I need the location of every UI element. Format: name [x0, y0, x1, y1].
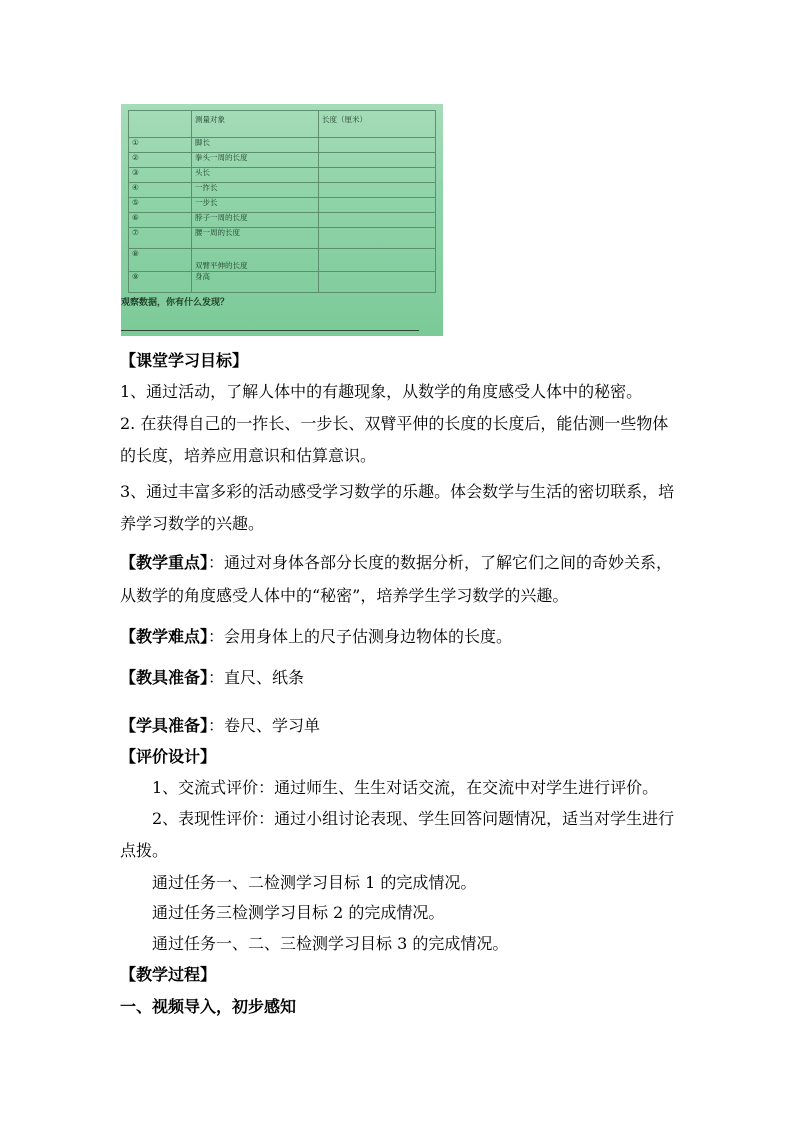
student-preparation-label: 【学具准备】 — [120, 716, 209, 735]
goal-1: 1、通过活动，了解人体中的有趣现象，从数学的角度感受人体中的秘密。 — [120, 382, 643, 401]
teacher-preparation-label: 【教具准备】 — [120, 668, 209, 687]
evaluation-1: 1、交流式评价：通过师生、生生对话交流，在交流中对学生进行评价。 — [152, 778, 659, 797]
student-preparation — [120, 716, 320, 736]
teacher-preparation — [120, 668, 304, 688]
row-number: ② — [129, 153, 192, 168]
evaluation-heading: 【评价设计】 — [120, 747, 217, 766]
row-item: 一步长 — [192, 198, 319, 213]
table-row — [129, 198, 436, 213]
answer-line — [121, 330, 419, 331]
row-length-cell — [319, 168, 436, 183]
goal-2-line-2: 的长度，培养应用意识和估算意识。 — [120, 446, 377, 465]
evaluation-check-2: 通过任务三检测学习目标 2 的完成情况。 — [152, 903, 445, 922]
row-number: ⑨ — [129, 272, 192, 293]
teaching-focus-line-2: 从数学的角度感受人体中的“秘密”，培养学生学习数学的兴趣。 — [120, 586, 569, 605]
evaluation-check-1: 通过任务一、二检测学习目标 1 的完成情况。 — [152, 873, 477, 892]
teacher-preparation-text: ：直尺、纸条 — [208, 668, 305, 687]
student-preparation-text: ：卷尺、学习单 — [208, 716, 321, 735]
row-item: 一拃长 — [192, 183, 319, 198]
table-row — [129, 228, 436, 249]
row-length-cell — [319, 183, 436, 198]
table-row — [129, 213, 436, 228]
row-number: ③ — [129, 168, 192, 183]
worksheet-prompt: 观察数据，你有什么发现？ — [121, 298, 230, 308]
table-row — [129, 153, 436, 168]
goal-3-line-2: 养学习数学的兴趣。 — [120, 514, 265, 533]
measurement-worksheet-image — [121, 104, 443, 336]
row-item: 脖子一周的长度 — [192, 213, 319, 228]
row-number: ⑦ — [129, 228, 192, 249]
row-item: 头长 — [192, 168, 319, 183]
row-length-cell — [319, 249, 436, 272]
process-section-1: 一、视频导入，初步感知 — [120, 997, 297, 1016]
evaluation-2-line-1: 2、表现性评价：通过小组讨论表现、学生回答问题情况，适当对学生进行 — [152, 809, 675, 828]
evaluation-check-3: 通过任务一、二、三检测学习目标 3 的完成情况。 — [152, 934, 509, 953]
row-length-cell — [319, 228, 436, 249]
row-number: ⑧ — [129, 249, 192, 272]
teaching-focus-label: 【教学重点】 — [120, 553, 209, 572]
row-length-cell — [319, 198, 436, 213]
table-row — [129, 183, 436, 198]
row-item: 脚长 — [192, 138, 319, 153]
table-row — [129, 138, 436, 153]
teaching-difficulty — [120, 627, 512, 647]
process-heading: 【教学过程】 — [120, 965, 217, 984]
row-number: ⑥ — [129, 213, 192, 228]
teaching-difficulty-text: ：会用身体上的尺子估测身边物体的长度。 — [208, 627, 513, 646]
table-header: 长度（厘米） — [319, 111, 436, 138]
row-item: 腰一周的长度 — [192, 228, 319, 249]
row-length-cell — [319, 138, 436, 153]
teaching-focus-text: ：通过对身体各部分长度的数据分析，了解它们之间的奇妙关系， — [208, 553, 673, 572]
row-number: ① — [129, 138, 192, 153]
table-header: 测量对象 — [192, 111, 319, 138]
table-row — [129, 249, 436, 272]
row-length-cell — [319, 153, 436, 168]
goals-heading: 【课堂学习目标】 — [120, 351, 249, 370]
row-item: 双臂平伸的长度 — [192, 249, 319, 272]
row-number: ④ — [129, 183, 192, 198]
evaluation-2-line-2: 点拨。 — [120, 841, 169, 860]
row-length-cell — [319, 213, 436, 228]
measurement-table — [128, 110, 436, 293]
teaching-focus-line-1 — [120, 553, 672, 573]
teaching-difficulty-label: 【教学难点】 — [120, 627, 209, 646]
goal-2-line-1: 2. 在获得自己的一拃长、一步长、双臂平伸的长度的长度后，能估测一些物体 — [120, 414, 669, 433]
row-item: 身高 — [192, 272, 319, 293]
row-number: ⑤ — [129, 198, 192, 213]
goal-3-line-1: 3、通过丰富多彩的活动感受学习数学的乐趣。体会数学与生活的密切联系，培 — [120, 482, 675, 501]
table-row — [129, 168, 436, 183]
row-length-cell — [319, 272, 436, 293]
table-header — [129, 111, 192, 138]
table-row — [129, 272, 436, 293]
row-item: 拳头一周的长度 — [192, 153, 319, 168]
